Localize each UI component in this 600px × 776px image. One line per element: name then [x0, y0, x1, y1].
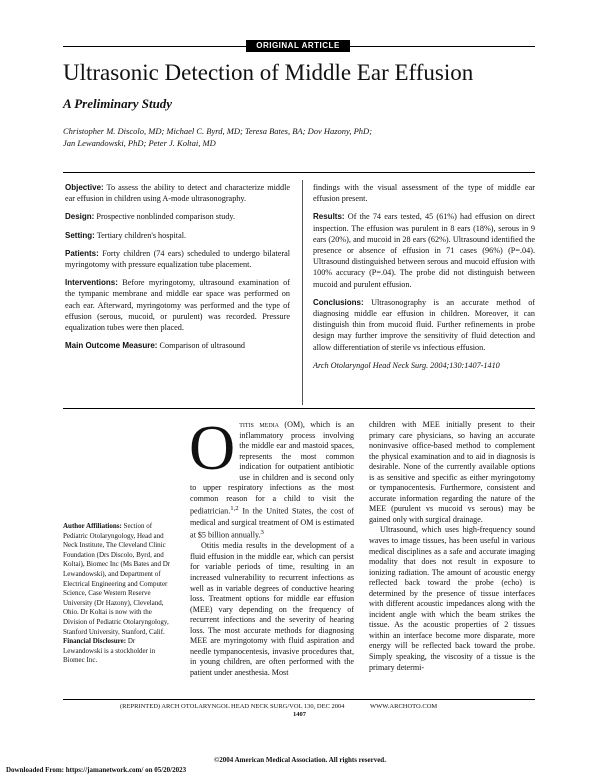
- financial-disclosure: [63, 637, 173, 666]
- abstract-column-divider: [302, 180, 303, 405]
- author-affiliations-sidebar: [63, 522, 173, 666]
- affiliations-label: Author Affiliations:: [63, 522, 122, 530]
- header-rule-left: [63, 46, 246, 47]
- abstract-right-column: [313, 182, 535, 378]
- body-paragraph-3: children with MEE initially present to their primary care physicians, so having an accurate noninvasive office-based method to complement the physical examination and to aid in diagnosis is desirable. None of the currently available options is as sensitive and specific as either myringotomy or tympanocentesis. Furthermore, consistent and accurate information regarding the nature of the MEE (purulent vs mucoid vs serous) may be gained only with surgical drainage.: [369, 420, 535, 524]
- interventions-text: Before myringotomy, ultrasound examination of the tympanic membrane and middle ear space was performed on each ear. Afterward, myringotomy was performed and the type of effusion (serous, mucoid, or purulent) was recorded. Pressure equalization tubes were then placed.: [65, 278, 290, 333]
- patients-text: Forty children (74 ears) scheduled to undergo bilateral myringotomy with pressure equalization tube placement.: [65, 248, 291, 270]
- disclosure-label: Financial Disclosure:: [63, 637, 127, 646]
- footer-journal: (REPRINTED) ARCH OTOLARYNGOL HEAD NECK SURG/VOL 130, DEC 2004: [120, 703, 345, 710]
- body-column-2: [369, 420, 535, 673]
- affiliations-text: Section of Pediatric Otolaryngology, Head and Neck Institute, The Cleveland Clinic Foundation (Drs Discolo, Byrd, and Koltai), Biomec Inc (Ms Bates and Dr Lewandowski), and Department of Electrical Engineering and Computer Science, Case Western Reserve University (Dr Hazony), Cleveland, Ohio. Dr Koltai is now with the Division of Pediatric Otolaryngology, Stanford University, Stanford, Calif.: [63, 522, 171, 636]
- author-list: [63, 125, 403, 149]
- objective-text: To assess the ability to detect and characterize middle ear effusion in children using A-mode ultrasonography.: [65, 183, 291, 204]
- patients-label: Patients:: [65, 248, 99, 258]
- abstract-outcome-continued: findings with the visual assessment of the type of middle ear effusion present.: [313, 183, 535, 204]
- header-rule-right: [350, 46, 535, 47]
- intro-smallcaps: titis media: [239, 420, 279, 429]
- setting-text: Tertiary children's hospital.: [96, 230, 187, 240]
- drop-cap: O: [189, 412, 236, 483]
- body-paragraph-2: Otitis media results in the development of a fluid effusion in the middle ear, which can persist for variable periods of time, resulting in an increased vulnerability to recurrent infections as well as in variable degrees of conductive hearing loss. Treatment options for middle ear effusion (MEE) vary depending on the frequency of recurrent infections and the severity of hearing loss. The most accurate methods for diagnosing MEE are myringotomy with fluid aspiration and needle tympanocentesis, invasive procedures that, in young children, are often performed with the patient under anesthesia. Most: [190, 541, 354, 677]
- copyright-notice: ©2004 American Medical Association. All rights reserved.: [214, 756, 386, 764]
- article-subtitle: A Preliminary Study: [63, 96, 173, 111]
- abstract-outcome: [65, 340, 290, 351]
- article-type-banner: ORIGINAL ARTICLE: [246, 40, 350, 52]
- download-notice: Downloaded From: https://jamanetwork.com/ on 05/20/2023: [6, 766, 187, 774]
- outcome-label: Main Outcome Measure:: [65, 341, 158, 351]
- disclosure-text: Dr Lewandowski is a stockholder in Biomec Inc.: [63, 637, 156, 665]
- body-p1-text: (OM), which is an inflammatory process involving the middle ear and mastoid spaces, represents the most common indication for outpatient antibiotic use in children and is second only to upper respiratory infections as the most common reason for a child to visit the pediatrician.: [190, 420, 354, 517]
- abstract-top-rule: [63, 172, 535, 173]
- conclusions-text: Ultrasonography is an accurate method of diagnosing middle ear effusion in children. Moreover, it can distinguish thin from mucoid fluid. Further refinements in probe design may further improve the sensitivity of fluid detection and allow differentiation of sterile vs infectious effusion.: [313, 297, 536, 352]
- reference-1-2: 1,2: [230, 505, 239, 513]
- reference-3: 3: [260, 529, 264, 537]
- interventions-label: Interventions:: [65, 278, 118, 288]
- footer-rule: [63, 699, 535, 700]
- abstract-design: [65, 211, 290, 222]
- abstract-left-column: [65, 182, 290, 358]
- abstract-interventions: [65, 277, 290, 333]
- abstract-bottom-rule: [63, 408, 535, 409]
- article-title: Ultrasonic Detection of Middle Ear Effusion: [63, 60, 474, 85]
- abstract-results: [313, 211, 535, 289]
- page-number: 1407: [293, 711, 306, 718]
- outcome-text: Comparison of ultrasound: [159, 341, 246, 351]
- results-text: Of the 74 ears tested, 45 (61%) had effusion on direct inspection. The effusion was purulent in 8 ears (18%), serous in 9 ears (20%), and mucoid in 28 ears (62%). Ultrasound identified the presence or absence of effusion in 71 cases (96%) (P=.04). Ultrasound distinguished between serous and mucoid effusion with 100% accuracy (P=.04). The probe did not distinguish between mucoid and purulent effusion.: [313, 212, 535, 289]
- design-label: Design:: [65, 212, 95, 222]
- body-paragraph-4: Ultrasound, which uses high-frequency sound waves to image tissues, has been useful in various medical disciplines as a safe and accurate imaging modality that does not result in exposure to ionizing radiation. The amount of acoustic energy reflected back toward the probe (echo) is determined by the presence of tissue interfaces with different acoustic impedances along with the incident angle with which the beam strikes the tissue. As the acoustic properties of 2 tissues within an interface become more disparate, more energy will be reflected back toward the probe. Simply speaking, the viscosity of a tissue is the primary determi-: [369, 525, 535, 672]
- abstract-setting: [65, 230, 290, 241]
- setting-label: Setting:: [65, 230, 95, 240]
- results-label: Results:: [313, 212, 345, 222]
- body-paragraph-1: [189, 412, 354, 541]
- author-affiliations: [63, 522, 173, 637]
- author-line-1: Christopher M. Discolo, MD; Michael C. Byrd, MD; Teresa Bates, BA; Dov Hazony, PhD;: [63, 126, 373, 136]
- body-p1b-text: In the United States, the cost of medical and surgical treatment of OM is estimated at $5 billion annually.: [190, 507, 354, 540]
- abstract-patients: [65, 248, 290, 270]
- journal-citation: Arch Otolaryngol Head Neck Surg. 2004;130:1407-1410: [313, 360, 500, 370]
- body-column-1: [189, 412, 354, 679]
- abstract-conclusions: [313, 297, 535, 353]
- conclusions-label: Conclusions:: [313, 297, 364, 307]
- footer-website[interactable]: WWW.ARCHOTO.COM: [370, 703, 438, 710]
- author-line-2: Jan Lewandowski, PhD; Peter J. Koltai, MD: [63, 138, 216, 148]
- design-text: Prospective nonblinded comparison study.: [96, 212, 236, 222]
- objective-label: Objective:: [65, 183, 104, 192]
- abstract-objective: [65, 182, 290, 204]
